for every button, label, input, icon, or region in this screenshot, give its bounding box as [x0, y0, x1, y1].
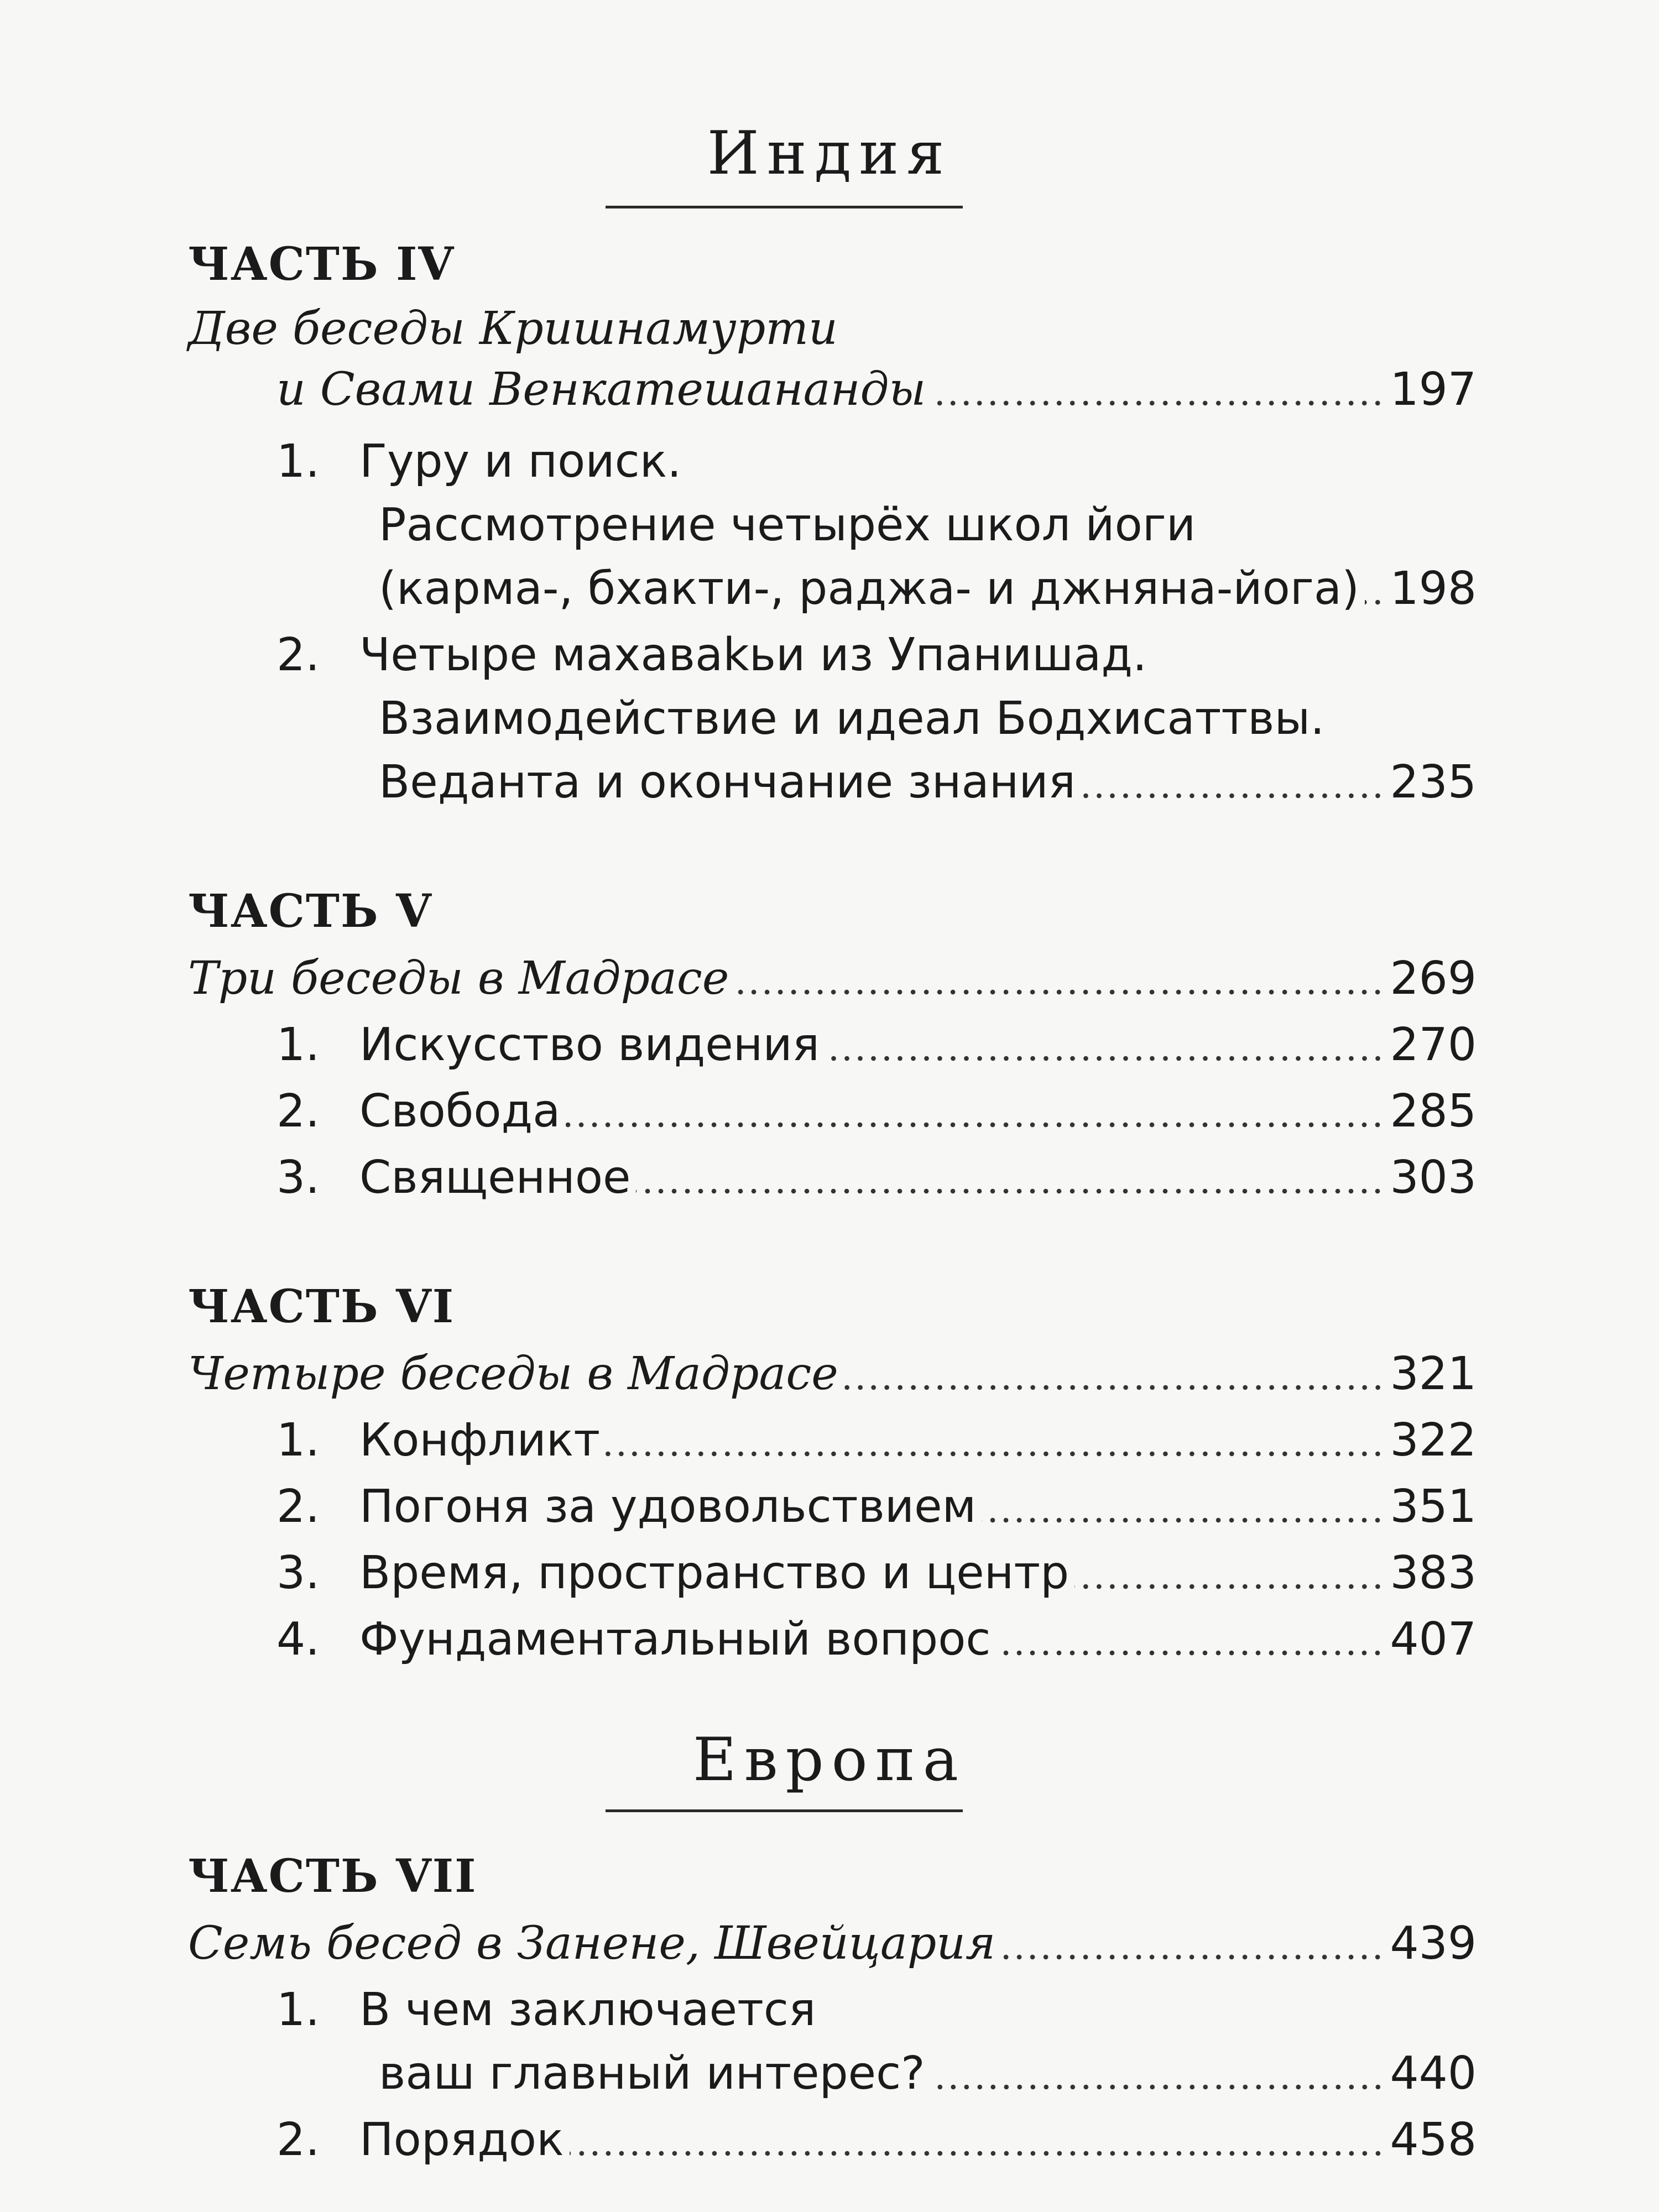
page-number: 322 [1390, 1414, 1477, 1467]
part-heading: ЧАСТЬ IV [188, 238, 455, 291]
leader-dots [606, 1451, 1384, 1457]
leader-dots [1081, 793, 1384, 799]
section-rule [606, 1809, 963, 1812]
toc-entry[interactable]: Четыре беседы в Мадрасе 321 [188, 1344, 1477, 1405]
section-heading-europe: Европа [692, 1725, 967, 1794]
page-number: 439 [1390, 1917, 1477, 1970]
page-number: 235 [1390, 756, 1477, 808]
page-number: 321 [1390, 1348, 1477, 1400]
leader-dots [931, 400, 1384, 406]
toc-entry[interactable]: и Свами Венкатешананды 197 [188, 359, 1477, 420]
page-number: 270 [1390, 1019, 1477, 1071]
toc-entry-continued[interactable]: Веданта и окончание знания 235 [188, 752, 1477, 813]
page-number: 303 [1390, 1151, 1477, 1204]
page-number: 407 [1390, 1613, 1477, 1666]
page-number: 198 [1390, 562, 1477, 615]
toc-entry[interactable]: 2. Порядок 458 [188, 2110, 1477, 2171]
page-number: 351 [1390, 1480, 1477, 1533]
page-number: 383 [1390, 1547, 1477, 1599]
section-heading-india: Индия [707, 119, 952, 188]
leader-dots [570, 2151, 1385, 2156]
toc-entry[interactable]: 3. Время, пространство и центр 383 [188, 1543, 1477, 1604]
toc-entry-continued: Рассмотрение четырёх школ йоги [379, 499, 1196, 551]
leader-dots [636, 1188, 1384, 1194]
leader-dots [825, 1056, 1385, 1061]
toc-entry[interactable]: 2. Четыре махаваkьи из Упанишад. [276, 629, 1147, 681]
toc-entry[interactable]: Семь бесед в Занене, Швейцария 439 [188, 1913, 1477, 1974]
leader-dots [566, 1122, 1384, 1128]
page-number: 269 [1390, 952, 1477, 1005]
page-number: 458 [1390, 2114, 1477, 2166]
toc-entry[interactable]: 2. Свобода 285 [188, 1081, 1477, 1142]
leader-dots [1074, 1584, 1384, 1589]
toc-entry[interactable]: Три беседы в Мадрасе 269 [188, 948, 1477, 1009]
toc-entry[interactable]: 4. Фундаментальный вопрос 407 [188, 1609, 1477, 1670]
leader-dots [734, 989, 1384, 995]
toc-entry[interactable]: 1. Искусство видения 270 [188, 1015, 1477, 1076]
part-heading: ЧАСТЬ VII [188, 1850, 477, 1903]
section-rule [606, 206, 963, 208]
toc-entry-continued: Взаимодействие и идеал Бодхисаттвы. [379, 692, 1325, 745]
toc-entry[interactable]: 1. Конфликт 322 [188, 1410, 1477, 1471]
leader-dots [931, 2084, 1385, 2090]
leader-dots [1001, 1954, 1384, 1960]
leader-dots [844, 1385, 1385, 1390]
toc-entry[interactable]: 3. Священное 303 [188, 1147, 1477, 1208]
toc-entry[interactable]: Две беседы Кришнамурти [188, 302, 838, 355]
leader-dots [982, 1517, 1384, 1523]
leader-dots [996, 1650, 1384, 1656]
page-number: 285 [1390, 1085, 1477, 1138]
page-number: 197 [1390, 363, 1477, 416]
part-heading: ЧАСТЬ VI [188, 1280, 455, 1333]
page-number: 440 [1390, 2047, 1477, 2100]
toc-entry[interactable]: 2. Погоня за удовольствием 351 [188, 1477, 1477, 1537]
toc-entry-continued[interactable]: (карма-, бхакти-, раджа- и джняна-йога) 198 [188, 559, 1477, 619]
part-heading: ЧАСТЬ V [188, 885, 432, 938]
toc-entry[interactable]: 1. Гуру и поиск. [276, 435, 682, 488]
leader-dots [1365, 599, 1384, 605]
toc-entry-continued[interactable]: ваш главный интерес? 440 [188, 2043, 1477, 2104]
toc-entry[interactable]: 1. В чем заключается [276, 1984, 816, 2036]
